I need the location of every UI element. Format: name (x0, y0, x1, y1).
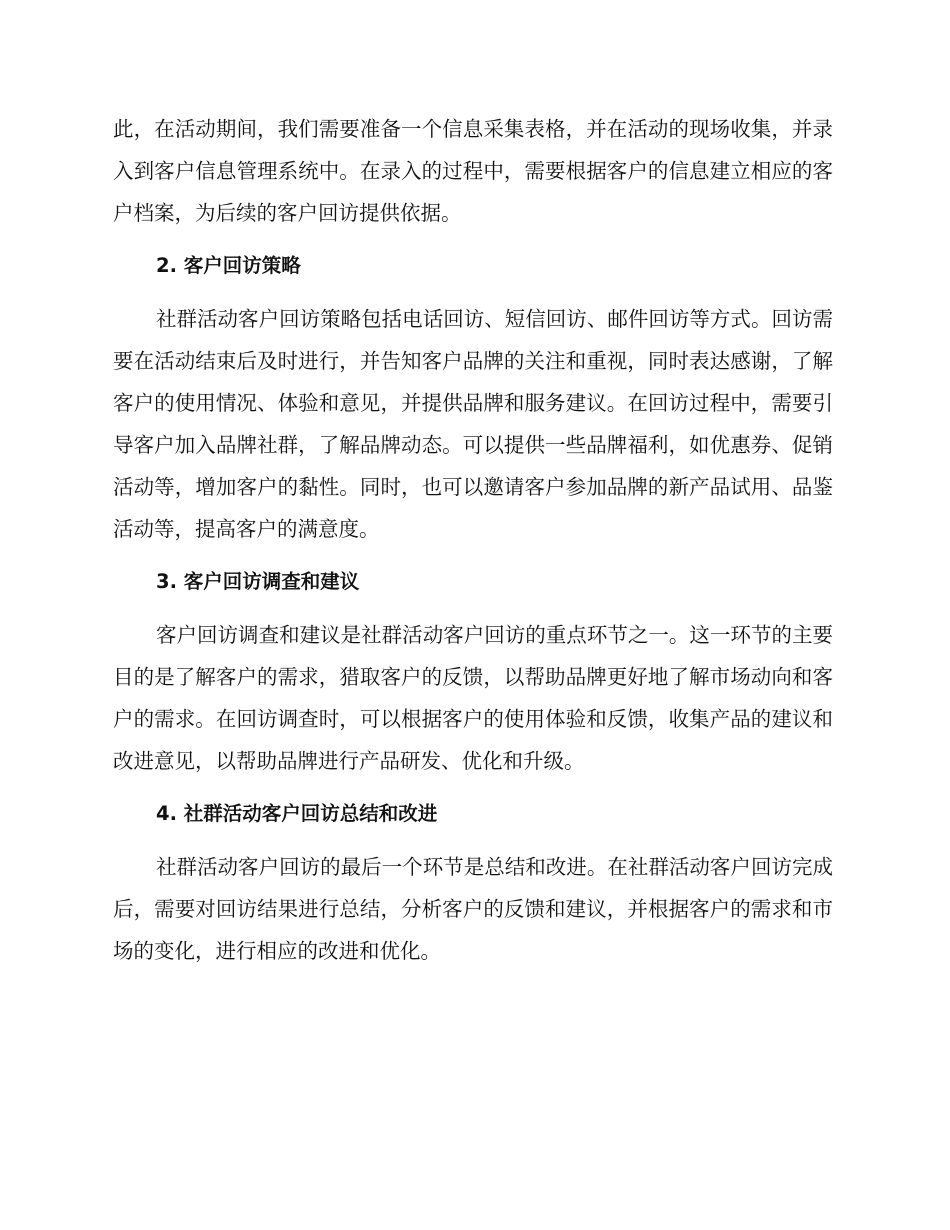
section-heading-revisit-survey-suggestions: 3. 客户回访调查和建议 (156, 570, 360, 593)
intro-paragraph: 此，在活动期间，我们需要准备一个信息采集表格，并在活动的现场收集，并录入到客户信息管理系统中。在录入的过程中，需要根据客户的信息建立相应的客户档案，为后续的客户回访提供依据。 (113, 117, 833, 225)
section-paragraph-revisit-summary-improvement: 社群活动客户回访的最后一个环节是总结和改进。在社群活动客户回访完成后，需要对回访结果进行总结，分析客户的反馈和建议，并根据客户的需求和市场的变化，进行相应的改进和优化。 (113, 855, 833, 963)
section-heading-revisit-summary-improvement: 4. 社群活动客户回访总结和改进 (156, 802, 438, 825)
section-paragraph-customer-revisit-strategy: 社群活动客户回访策略包括电话回访、短信回访、邮件回访等方式。回访需要在活动结束后及时进行，并告知客户品牌的关注和重视，同时表达感谢，了解客户的使用情况、体验和意见，并提供品牌和服务建议。在回访过程中，需要引导客户加入品牌社群，了解品牌动态。可以提供一些品牌福利，如优惠券、促销活动等，增加客户的黏性。同时，也可以邀请客户参加品牌的新产品试用、品鉴活动等，提高客户的满意度。 (113, 307, 833, 541)
section-heading-customer-revisit-strategy: 2. 客户回访策略 (156, 254, 301, 277)
document-body (113, 108, 833, 972)
section-paragraph-revisit-survey-suggestions: 客户回访调查和建议是社群活动客户回访的重点环节之一。这一环节的主要目的是了解客户的需求，猎取客户的反馈，以帮助品牌更好地了解市场动向和客户的需求。在回访调查时，可以根据客户的使用体验和反馈，收集产品的建议和改进意见，以帮助品牌进行产品研发、优化和升级。 (113, 623, 833, 773)
